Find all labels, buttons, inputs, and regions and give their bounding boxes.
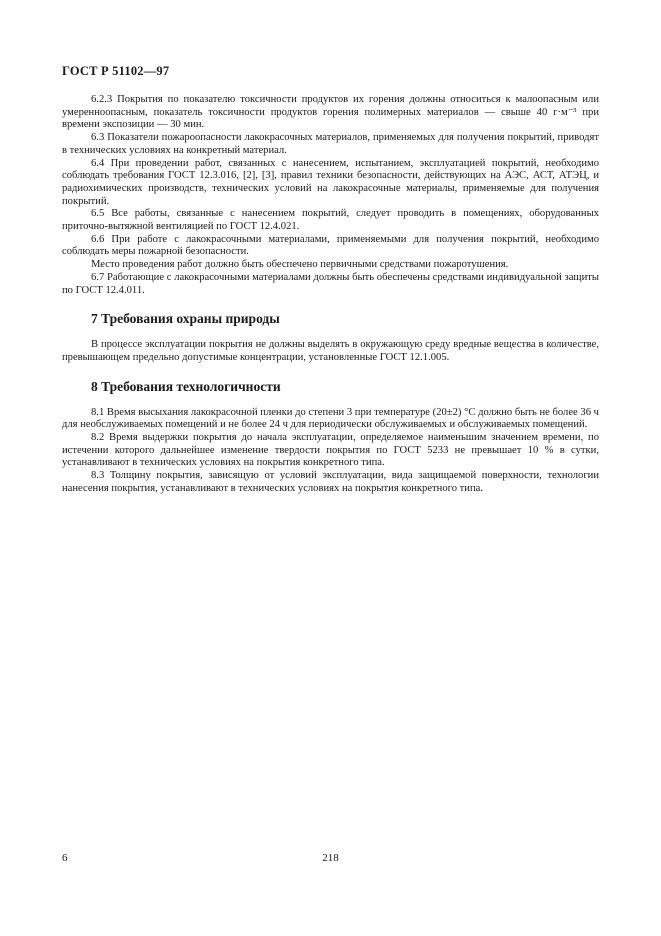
page-number-left: 6	[62, 852, 68, 864]
document-body	[62, 94, 599, 496]
paragraph-8-1: 8.1 Время высыхания лакокрасочной пленки до степени 3 при температуре (20±2) °С должно быть не более 36 ч для необслуживаемых помещений и не более 24 ч для периодически обслуживаемых и обслуживаемых помещений.	[62, 406, 599, 431]
paragraph-6-2-3: 6.2.3 Покрытия по показателю токсичности продуктов их горения должны относиться к малоопасным или умеренноопасным, показатель токсичности продуктов горения полимерных материалов — свыше 40 г·м⁻³ при времени экспозиции — 30 мин.	[62, 94, 599, 131]
section-7-heading: 7 Требования охраны природы	[91, 311, 280, 327]
paragraph-8-2: 8.2 Время выдержки покрытия до начала эксплуатации, определяемое наименьшим значением времени, по истечении которого дальнейшее изменение твердости покрытия по ГОСТ 5233 не превышает 10 % в сутки, устанавливают в технических условиях на покрытия конкретного типа.	[62, 432, 599, 469]
page-number-center: 218	[322, 852, 339, 864]
standard-code-header: ГОСТ Р 51102—97	[62, 64, 170, 78]
paragraph-8-3: 8.3 Толщину покрытия, зависящую от условий эксплуатации, вида защищаемой поверхности, технологии нанесения покрытия, устанавливают в технических условиях на покрытия конкретного типа.	[62, 470, 599, 494]
paragraph-6-6-continued: Место проведения работ должно быть обеспечено первичными средствами пожаротушения.	[91, 259, 509, 271]
paragraph-6-4: 6.4 При проведении работ, связанных с нанесением, испытанием, эксплуатацией покрытий, необходимо соблюдать требования ГОСТ 12.3.016, [2], [3], правил техники безопасности, действующих на АЭС, АСТ, АТЭЦ, и радиохимических производств, технических условий на лакокрасочные материалы, применяемые для получения покрытий.	[62, 157, 599, 207]
paragraph-6-6: 6.6 При работе с лакокрасочными материалами, применяемыми для получения покрытий, необходимо соблюдать меры пожарной безопасности.	[62, 233, 599, 258]
paragraph-7-1: В процессе эксплуатации покрытия не должны выделять в окружающую среду вредные вещества в количестве, превышающем предельно допустимые концентрации, установленные ГОСТ 12.1.005.	[62, 339, 599, 363]
paragraph-6-5: 6.5 Все работы, связанные с нанесением покрытий, следует проводить в помещениях, оборудованных приточно-вытяжной вентиляцией по ГОСТ 12.4.021.	[62, 208, 599, 233]
paragraph-6-7: 6.7 Работающие с лакокрасочными материалами должны быть обеспечены средствами индивидуальной защиты по ГОСТ 12.4.011.	[62, 271, 599, 296]
section-8-heading: 8 Требования технологичности	[91, 378, 281, 394]
paragraph-6-3: 6.3 Показатели пожароопасности лакокрасочных материалов, применяемых для получения покрытий, приводят в технических условиях на конкретный материал.	[62, 132, 599, 156]
